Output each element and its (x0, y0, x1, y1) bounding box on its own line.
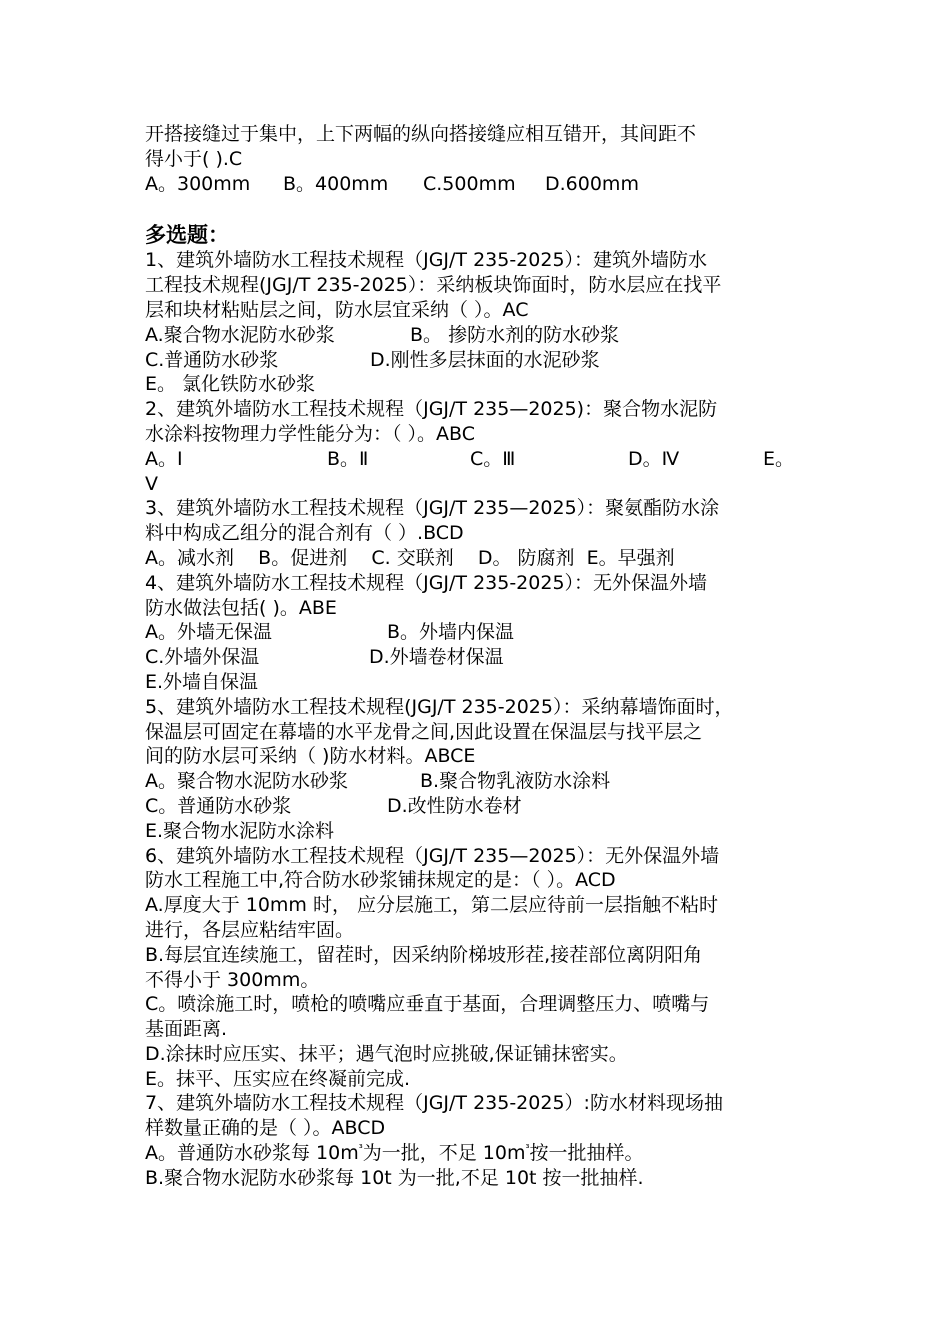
option-a-part: A。普通防水砂浆每 10m (145, 1142, 359, 1165)
option-a: A.厚度大于 10mm 时， 应分层施工，第二层应待前一层指触不粘时 (145, 894, 719, 917)
question-text: 保温层可固定在幕墙的水平龙骨之间,因此设置在保温层与找平层之 (145, 720, 703, 743)
options-row: A。减水剂 B。促进剂 C. 交联剂 D。 防腐剂 E。早强剂 (145, 546, 675, 569)
document-page (145, 122, 810, 1191)
options-row (145, 769, 810, 794)
option-a: A。Ⅰ (145, 447, 183, 470)
option-d: D.600mm (545, 172, 639, 195)
option-a: A。聚合物水泥防水砂浆 (145, 770, 348, 793)
option-b: B。外墙内保温 (387, 621, 515, 644)
question-text: 3、建筑外墙防水工程技术规程（JGJ/T 235—2025）：聚氨酯防水涂 (145, 497, 720, 520)
option-c: C.普通防水砂浆 (145, 348, 279, 371)
question-text: 间的防水层可采纳（ )防水材料。ABCE (145, 745, 476, 768)
options-row (145, 323, 810, 348)
option-e: E。 氯化铁防水砂浆 (145, 373, 316, 396)
superscript: ³ (358, 1143, 363, 1155)
option-a: A。外墙无保温 (145, 621, 272, 644)
question-text: 得小于( ).C (145, 147, 243, 170)
option-d: D.外墙卷材保温 (369, 646, 504, 669)
option-b-continued: 不得小于 300mm。 (145, 968, 320, 991)
option-d: D.改性防水卷材 (387, 794, 522, 817)
question-text: 层和块材粘贴层之间，防水层宜采纳（ ）。AC (145, 298, 529, 321)
option-c: C。喷涂施工时，喷枪的喷嘴应垂直于基面，合理调整压力、喷嘴与 (145, 993, 710, 1016)
question-text: 开搭接缝过于集中，上下两幅的纵向搭接缝应相互错开，其间距不 (145, 123, 697, 145)
options-row (145, 645, 810, 670)
option-e-continued: Ⅴ (145, 472, 158, 495)
option-e: E。抹平、压实应在终凝前完成. (145, 1067, 411, 1090)
option-c: C.500mm (423, 172, 516, 195)
option-b: B.每层宜连续施工，留茬时，因采纳阶梯坡形茬,接茬部位离阴阳角 (145, 943, 703, 966)
option-b: B。Ⅱ (327, 447, 369, 470)
option-b: B。400mm (283, 172, 389, 195)
options-row (145, 620, 810, 645)
option-e: E。 (763, 447, 795, 470)
option-e: E.聚合物水泥防水涂料 (145, 819, 335, 842)
question-text: 5、建筑外墙防水工程技术规程(JGJ/T 235-2025）：采纳幕墙饰面时， (145, 695, 734, 718)
option-b: B。 掺防水剂的防水砂浆 (410, 323, 620, 346)
option-d: D。Ⅳ (628, 447, 680, 470)
options-row (145, 794, 810, 819)
section-title: 多选题： (145, 223, 229, 248)
option-b: B.聚合物水泥防水砂浆每 10t 为一批,不足 10t 按一批抽样. (145, 1166, 644, 1189)
option-d: D.涂抹时应压实、抹平；遇气泡时应挑破,保证铺抹密实。 (145, 1042, 628, 1065)
option-e: E.外墙自保温 (145, 670, 259, 693)
question-text: 1、建筑外墙防水工程技术规程（JGJ/T 235-2025）：建筑外墙防水 (145, 249, 708, 272)
option-c-continued: 基面距离. (145, 1018, 228, 1041)
question-text: 防水工程施工中,符合防水砂浆铺抹规定的是：（ ）。ACD (145, 869, 616, 892)
option-c: C。Ⅲ (470, 447, 516, 470)
option-a: A。300mm (145, 172, 251, 195)
option-a-part: 按一批抽样。 (529, 1142, 644, 1165)
question-text: 2、建筑外墙防水工程技术规程（JGJ/T 235—2025)：聚合物水泥防 (145, 398, 718, 421)
option-a-continued: 进行，各层应粘结牢固。 (145, 918, 355, 941)
question-text: 料中构成乙组分的混合剂有（ ）.BCD (145, 522, 464, 545)
option-d: D.刚性多层抹面的水泥砂浆 (370, 348, 600, 371)
question-text: 防水做法包括( )。ABE (145, 596, 337, 619)
question-text: 6、建筑外墙防水工程技术规程（JGJ/T 235—2025）：无外保温外墙 (145, 844, 720, 867)
options-row (145, 348, 810, 373)
option-b: B.聚合物乳液防水涂料 (420, 770, 611, 793)
question-text: 工程技术规程(JGJ/T 235-2025）：采纳板块饰面时，防水层应在找平 (145, 274, 722, 297)
option-a-part: 为一批，不足 10m (362, 1142, 526, 1165)
option-a (145, 1141, 810, 1166)
option-a: A.聚合物水泥防水砂浆 (145, 323, 335, 346)
question-text: 7、建筑外墙防水工程技术规程（JGJ/T 235-2025）:防水材料现场抽 (145, 1092, 723, 1115)
superscript: ³ (525, 1143, 530, 1155)
options-row (145, 447, 810, 472)
question-text: 样数量正确的是（ ）。ABCD (145, 1117, 386, 1140)
options-row (145, 172, 810, 197)
question-text: 水涂料按物理力学性能分为：（ ）。ABC (145, 422, 476, 445)
option-c: C.外墙外保温 (145, 646, 260, 669)
question-text: 4、建筑外墙防水工程技术规程（JGJ/T 235-2025）：无外保温外墙 (145, 571, 708, 594)
spacer (145, 196, 810, 222)
option-c: C。普通防水砂浆 (145, 794, 292, 817)
